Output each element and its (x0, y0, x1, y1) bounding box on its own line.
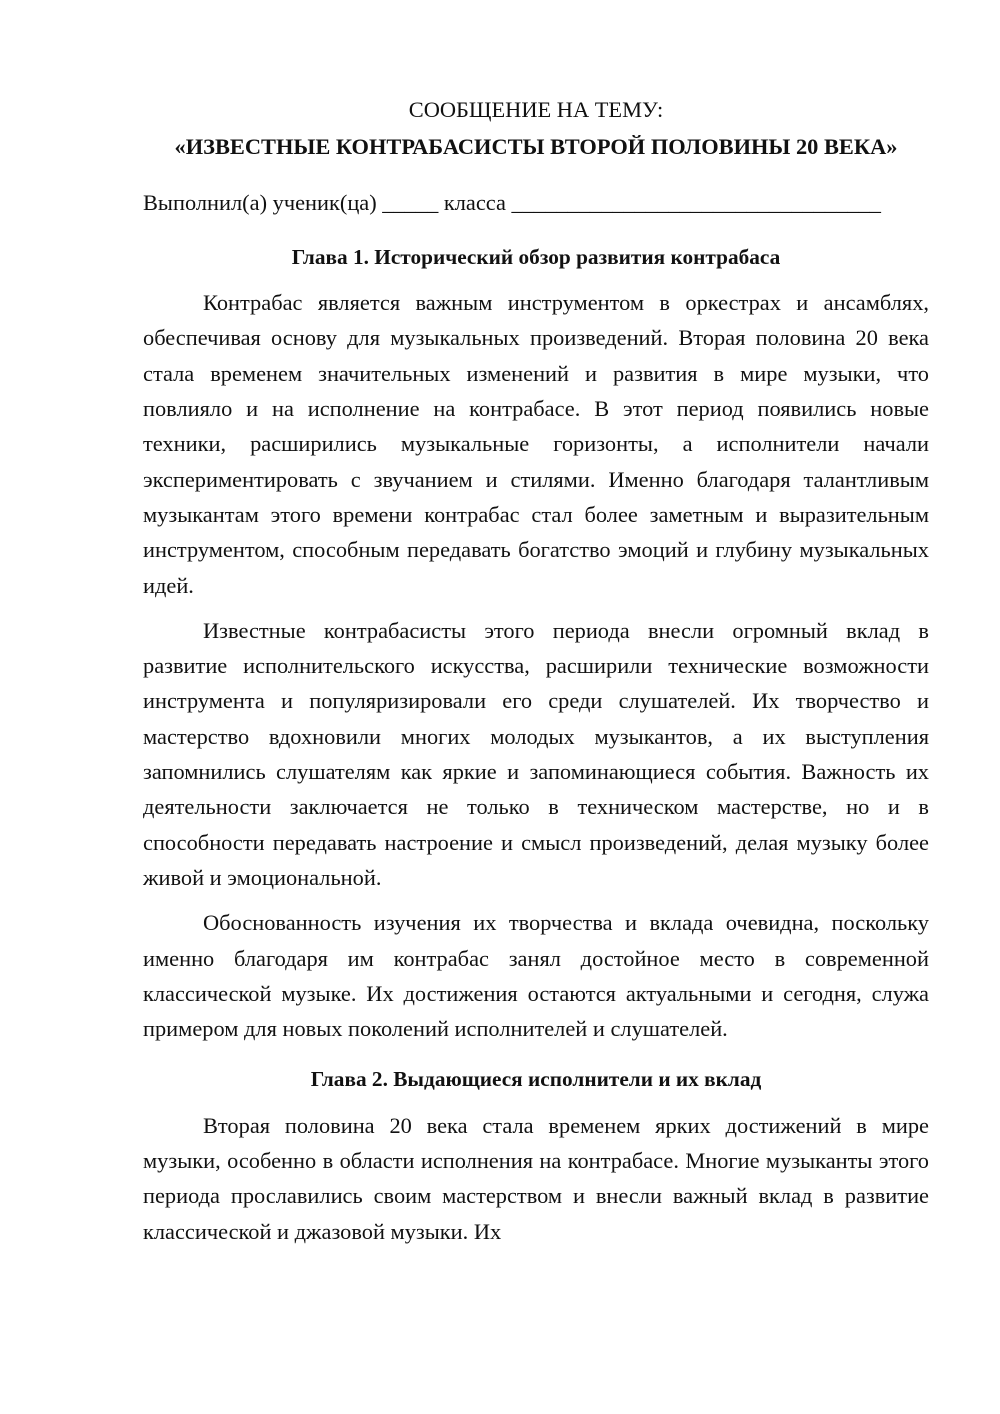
document-title: СООБЩЕНИЕ НА ТЕМУ: (408, 97, 664, 122)
chapter-2-heading: Глава 2. Выдающиеся исполнители и их вклад (310, 1067, 762, 1092)
chapter-1-paragraph-2: Известные контрабасисты этого периода внесли огромный вклад в развитие исполнительского искусства, расширили технические возможности инструмента и популяризировали его среди слушателей. Их творчество и мастерство вдохновили многих молодых музыкантов, а их выступления запомнились слушателям как яркие и запоминающиеся события. Важность их деятельности заключается не только в техническом мастерстве, но и в способности передавать настроение и смысл произведений, делая музыку более живой и эмоциональной. (143, 617, 929, 890)
document-topic: «ИЗВЕСТНЫЕ КОНТРАБАСИСТЫ ВТОРОЙ ПОЛОВИНЫ 20 ВЕКА» (174, 134, 898, 160)
document-page (143, 92, 929, 1249)
chapter-1-paragraph-1: Контрабас является важным инструментом в оркестрах и ансамблях, обеспечивая основу для музыкальных произведений. Вторая половина 20 века стала временем значительных изменений и развития в мире музыки, что повлияло и на исполнение на контрабасе. В этот период появились новые техники, расширились музыкальные горизонты, а исполнители начали экспериментировать с звучанием и стилями. Именно благодаря талантливым музыкантам этого времени контрабас стал более заметным и выразительным инструментом, способным передавать богатство эмоций и глубину музыкальных идей. (143, 290, 929, 598)
chapter-2-paragraph-1: Вторая половина 20 века стала временем ярких достижений в мире музыки, особенно в области исполнения на контрабасе. Многие музыканты этого периода прославились своим мастерством и внесли важный вклад в развитие классической и джазовой музыки. Их (143, 1112, 929, 1244)
author-line: Выполнил(а) ученик(ца) _____ класса _________________________________ (143, 189, 881, 215)
chapter-1-heading: Глава 1. Исторический обзор развития контрабаса (291, 244, 781, 269)
chapter-1-paragraph-3: Обоснованность изучения их творчества и вклада очевидна, поскольку именно благодаря им контрабас занял достойное место в современной классической музыке. Их достижения остаются актуальными и сегодня, служа примером для новых поколений исполнителей и слушателей. (143, 910, 929, 1042)
